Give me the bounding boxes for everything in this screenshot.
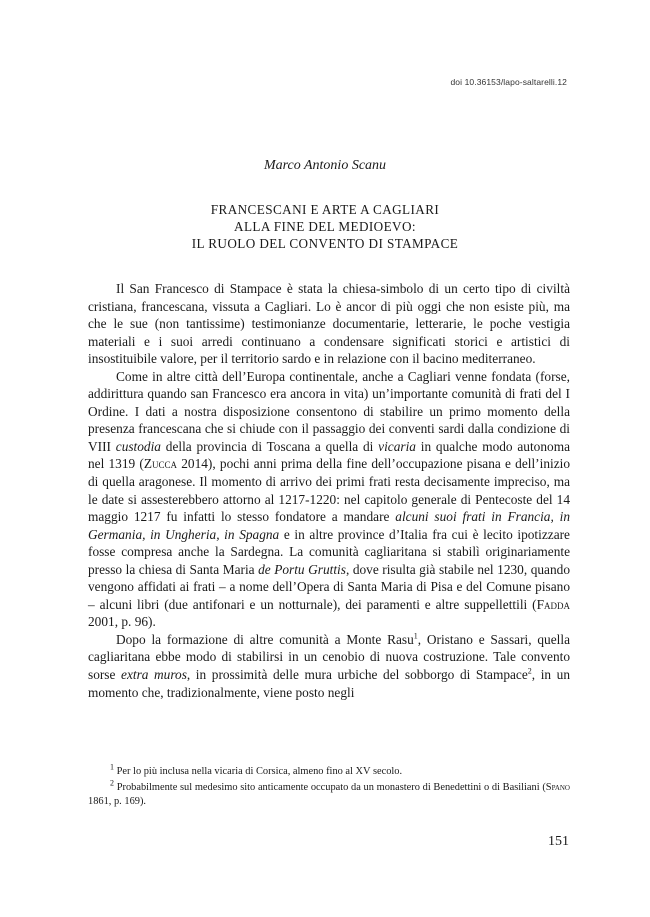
footnote-ref[interactable]: 2	[527, 666, 532, 676]
footnote-number: 1	[110, 762, 114, 772]
doi-reference: doi 10.36153/lapo-saltarelli.12	[450, 77, 567, 87]
footnote-number: 2	[110, 778, 114, 788]
footnotes	[88, 762, 570, 811]
title-line: IL RUOLO DEL CONVENTO DI STAMPACE	[191, 236, 459, 251]
article-body	[88, 280, 570, 701]
footnote-ref[interactable]: 1	[413, 631, 418, 641]
page-number: 151	[548, 834, 569, 849]
paragraph: Come in altre città dell’Europa continentale, anche a Cagliari venne fondata (forse, addirittura quando san Francesco era ancora in vita) un’importante comunità di frati del I Ordine. I dati a nostra disposizione consentono di stabilire un primo momento della presenza francescana che si chiude con il passaggio dei conventi sardi dalla condizione di VIII custodia della provincia di Toscana a quella di vicaria in qualche modo autonoma nel 1319 (Zucca 2014), pochi anni prima della fine dell’occupazione pisana e dell’inizio di quella aragonese. Il momento di arrivo dei primi frati resta decisamente impreciso, ma le date si assesterebbero attorno al 1217-1220: nel capitolo generale di Pentecoste del 14 maggio 1217 fu infatti lo stesso fondatore a mandare alcuni suoi frati in Francia, in Germania, in Ungheria, in Spagna e in altre province d’Italia fra cui è lecito ipotizzare fosse compresa anche la Sardegna. La comunità cagliaritana si stabilì originariamente presso la chiesa di Santa Maria de Portu Gruttis, dove risulta già stabile nel 1230, quando vengono affidati ai frati – a nome dell’Opera di Santa Maria di Pisa e del Comune pisano – alcuni libri (due antifonari e un notturnale), dei paramenti e altre suppellettili (Fadda 2001, p. 96).	[88, 368, 570, 630]
footnote: $^2$ Probabilmente sul medesimo sito anticamente occupato da un monastero di Benedettini o di Basiliani (Spano 1861, p. 169).	[88, 778, 570, 807]
paragraph: Il San Francesco di Stampace è stata la chiesa-simbolo di un certo tipo di civiltà cristiana, francescana, vissuta a Cagliari. Lo è ancor di più oggi che non esiste più, ma che le sue (non tantissime) testimonianze documentarie, letterarie, le poche vestigia materiali e i suoi arredi continuano a condensare significati storici e artistici di insostituibile valore, per il territorio sardo e in relazione con il bacino mediterraneo.	[88, 281, 570, 367]
title-line: FRANCESCANI E ARTE A CAGLIARI	[210, 202, 440, 217]
title-line: ALLA FINE DEL MEDIOEVO:	[234, 219, 416, 234]
paragraph: Dopo la formazione di altre comunità a Monte Rasu$^1$, Oristano e Sassari, quella cagliaritana ebbe modo di stabilirsi in un cenobio di nuova costruzione. Tale convento sorse extra muros, in prossimità delle mura urbiche del sobborgo di Stampace$^2$, in un momento che, tradizionalmente, viene posto negli	[88, 631, 571, 700]
article-title	[0, 201, 650, 252]
footnote: $^1$ Per lo più inclusa nella vicaria di Corsica, almeno fino al XV secolo.	[110, 762, 403, 777]
article-author: Marco Antonio Scanu	[263, 158, 387, 173]
